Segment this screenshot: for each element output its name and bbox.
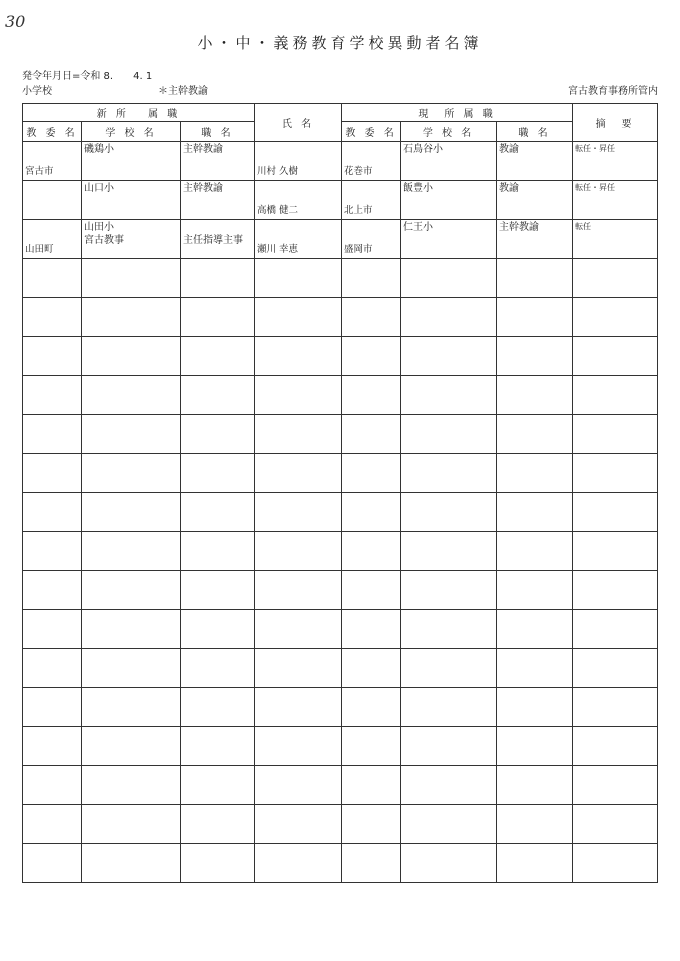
current-post-cell	[497, 493, 573, 532]
header-new-board: 教 委 名	[23, 122, 82, 142]
current-school-cell	[401, 688, 497, 727]
name-cell	[255, 688, 342, 727]
name-cell	[255, 337, 342, 376]
empty-table-row	[23, 649, 658, 688]
current-board-cell	[342, 727, 401, 766]
empty-table-row	[23, 805, 658, 844]
current-post-cell	[497, 298, 573, 337]
new-school-cell	[82, 766, 181, 805]
remarks-cell	[573, 454, 658, 493]
current-post-cell	[497, 376, 573, 415]
current-post-cell	[497, 649, 573, 688]
current-post-cell: 教諭	[497, 181, 573, 220]
new-post-cell	[181, 337, 255, 376]
empty-table-row	[23, 532, 658, 571]
empty-table-row	[23, 415, 658, 454]
header-current-school: 学 校 名	[401, 122, 497, 142]
current-post-cell	[497, 415, 573, 454]
current-board-cell	[342, 376, 401, 415]
remarks-cell: 転任	[573, 220, 658, 259]
remarks-cell	[573, 727, 658, 766]
remarks-cell	[573, 493, 658, 532]
empty-table-row	[23, 844, 658, 883]
current-post-cell	[497, 571, 573, 610]
name-cell	[255, 259, 342, 298]
current-board-cell	[342, 571, 401, 610]
current-school-cell	[401, 376, 497, 415]
new-post-cell	[181, 376, 255, 415]
new-board-cell	[23, 649, 82, 688]
name-cell: 瀬川 幸恵	[255, 220, 342, 259]
new-school-cell	[82, 454, 181, 493]
remarks-cell	[573, 532, 658, 571]
new-post-cell	[181, 259, 255, 298]
new-board-cell	[23, 571, 82, 610]
current-post-cell	[497, 259, 573, 298]
current-school-cell: 飯豊小	[401, 181, 497, 220]
remarks-cell: 転任・昇任	[573, 181, 658, 220]
name-cell	[255, 805, 342, 844]
empty-table-row	[23, 727, 658, 766]
new-post-cell	[181, 493, 255, 532]
remarks-cell	[573, 766, 658, 805]
issue-date: 発令年月日=令和 8. 4. 1	[22, 71, 153, 82]
header-row-group	[23, 104, 658, 122]
header-new-assignment: 新 所 属 職	[23, 104, 255, 122]
new-board-cell	[23, 298, 82, 337]
new-school-cell	[82, 610, 181, 649]
remarks-cell	[573, 259, 658, 298]
empty-table-row	[23, 376, 658, 415]
new-school-cell	[82, 298, 181, 337]
current-board-cell	[342, 766, 401, 805]
current-school-cell: 石鳥谷小	[401, 142, 497, 181]
new-board-cell	[23, 805, 82, 844]
document-title: 小・中・義務教育学校異動者名簿	[197, 34, 483, 52]
name-cell	[255, 298, 342, 337]
new-board-cell: 宮古市	[23, 142, 82, 181]
office-jurisdiction: 宮古教育事務所管内	[568, 86, 658, 97]
new-board-cell	[23, 259, 82, 298]
table-row	[23, 142, 658, 181]
new-post-cell	[181, 454, 255, 493]
current-post-cell	[497, 766, 573, 805]
current-board-cell	[342, 454, 401, 493]
current-school-cell: 仁王小	[401, 220, 497, 259]
current-post-cell	[497, 532, 573, 571]
current-board-cell: 北上市	[342, 181, 401, 220]
current-board-cell	[342, 493, 401, 532]
new-school-cell	[82, 415, 181, 454]
new-school-cell	[82, 649, 181, 688]
current-school-cell	[401, 454, 497, 493]
current-school-cell	[401, 532, 497, 571]
new-board-cell	[23, 610, 82, 649]
remarks-cell	[573, 688, 658, 727]
current-post-cell	[497, 688, 573, 727]
new-school-cell	[82, 727, 181, 766]
new-school-cell: 山田小 宮古教事	[82, 220, 181, 259]
current-school-cell	[401, 727, 497, 766]
current-board-cell	[342, 688, 401, 727]
new-board-cell	[23, 493, 82, 532]
new-school-cell	[82, 337, 181, 376]
new-school-cell	[82, 493, 181, 532]
current-board-cell	[342, 805, 401, 844]
header-new-post: 職 名	[181, 122, 255, 142]
new-board-cell: 山田町	[23, 220, 82, 259]
new-board-cell	[23, 766, 82, 805]
empty-table-row	[23, 766, 658, 805]
current-post-cell: 教諭	[497, 142, 573, 181]
remarks-cell	[573, 649, 658, 688]
table-row	[23, 181, 658, 220]
header-name: 氏 名	[255, 104, 342, 142]
new-board-cell	[23, 844, 82, 883]
name-cell	[255, 376, 342, 415]
table-row	[23, 220, 658, 259]
new-post-cell	[181, 727, 255, 766]
new-post-cell: 主任指導主事	[181, 220, 255, 259]
current-board-cell	[342, 649, 401, 688]
current-post-cell	[497, 844, 573, 883]
new-post-cell	[181, 805, 255, 844]
current-school-cell	[401, 571, 497, 610]
new-school-cell	[82, 571, 181, 610]
new-school-cell: 山口小	[82, 181, 181, 220]
name-cell: 高橋 健二	[255, 181, 342, 220]
new-post-cell	[181, 610, 255, 649]
remarks-cell: 転任・昇任	[573, 142, 658, 181]
name-cell	[255, 727, 342, 766]
empty-table-row	[23, 454, 658, 493]
empty-table-row	[23, 337, 658, 376]
current-board-cell	[342, 415, 401, 454]
empty-table-row	[23, 688, 658, 727]
new-post-cell	[181, 649, 255, 688]
new-board-cell	[23, 181, 82, 220]
current-school-cell	[401, 298, 497, 337]
header-new-school: 学 校 名	[82, 122, 181, 142]
new-school-cell	[82, 688, 181, 727]
name-cell	[255, 844, 342, 883]
new-school-cell	[82, 532, 181, 571]
current-post-cell	[497, 454, 573, 493]
empty-table-row	[23, 259, 658, 298]
empty-table-row	[23, 610, 658, 649]
current-board-cell	[342, 298, 401, 337]
name-cell: 川村 久樹	[255, 142, 342, 181]
current-board-cell: 花巻市	[342, 142, 401, 181]
new-board-cell	[23, 337, 82, 376]
remarks-cell	[573, 610, 658, 649]
current-post-cell	[497, 805, 573, 844]
remarks-cell	[573, 298, 658, 337]
school-type: 小学校	[22, 86, 52, 97]
current-school-cell	[401, 844, 497, 883]
new-post-cell	[181, 298, 255, 337]
new-post-cell: 主幹教諭	[181, 181, 255, 220]
empty-table-row	[23, 298, 658, 337]
current-school-cell	[401, 766, 497, 805]
transfer-roster-table	[22, 103, 658, 883]
new-post-cell	[181, 844, 255, 883]
name-cell	[255, 415, 342, 454]
remarks-cell	[573, 571, 658, 610]
current-school-cell	[401, 610, 497, 649]
new-post-cell	[181, 766, 255, 805]
name-cell	[255, 571, 342, 610]
new-school-cell	[82, 844, 181, 883]
header-current-post: 職 名	[497, 122, 573, 142]
header-current-assignment: 現 所 属 職	[342, 104, 573, 122]
remarks-cell	[573, 376, 658, 415]
current-board-cell	[342, 259, 401, 298]
new-board-cell	[23, 688, 82, 727]
current-school-cell	[401, 337, 497, 376]
new-post-cell: 主幹教諭	[181, 142, 255, 181]
new-school-cell	[82, 376, 181, 415]
new-board-cell	[23, 454, 82, 493]
header-current-board: 教 委 名	[342, 122, 401, 142]
empty-table-row	[23, 571, 658, 610]
current-board-cell	[342, 532, 401, 571]
new-post-cell	[181, 688, 255, 727]
name-cell	[255, 493, 342, 532]
current-board-cell	[342, 610, 401, 649]
current-post-cell	[497, 610, 573, 649]
new-post-cell	[181, 415, 255, 454]
name-cell	[255, 649, 342, 688]
empty-table-row	[23, 493, 658, 532]
current-board-cell	[342, 337, 401, 376]
remarks-cell	[573, 805, 658, 844]
position-category: ＊主幹教諭	[158, 86, 208, 97]
new-board-cell	[23, 415, 82, 454]
name-cell	[255, 532, 342, 571]
new-school-cell: 磯鶏小	[82, 142, 181, 181]
name-cell	[255, 766, 342, 805]
current-school-cell	[401, 415, 497, 454]
current-post-cell	[497, 727, 573, 766]
new-school-cell	[82, 259, 181, 298]
new-post-cell	[181, 571, 255, 610]
name-cell	[255, 454, 342, 493]
remarks-cell	[573, 415, 658, 454]
new-school-cell	[82, 805, 181, 844]
current-board-cell	[342, 844, 401, 883]
new-board-cell	[23, 376, 82, 415]
handwritten-page-number: 30	[5, 12, 26, 31]
name-cell	[255, 610, 342, 649]
current-board-cell: 盛岡市	[342, 220, 401, 259]
current-school-cell	[401, 259, 497, 298]
new-post-cell	[181, 532, 255, 571]
remarks-cell	[573, 844, 658, 883]
header-remarks: 摘 要	[573, 104, 658, 142]
current-post-cell	[497, 337, 573, 376]
current-school-cell	[401, 493, 497, 532]
current-school-cell	[401, 805, 497, 844]
new-board-cell	[23, 727, 82, 766]
current-post-cell: 主幹教諭	[497, 220, 573, 259]
new-board-cell	[23, 532, 82, 571]
current-school-cell	[401, 649, 497, 688]
remarks-cell	[573, 337, 658, 376]
